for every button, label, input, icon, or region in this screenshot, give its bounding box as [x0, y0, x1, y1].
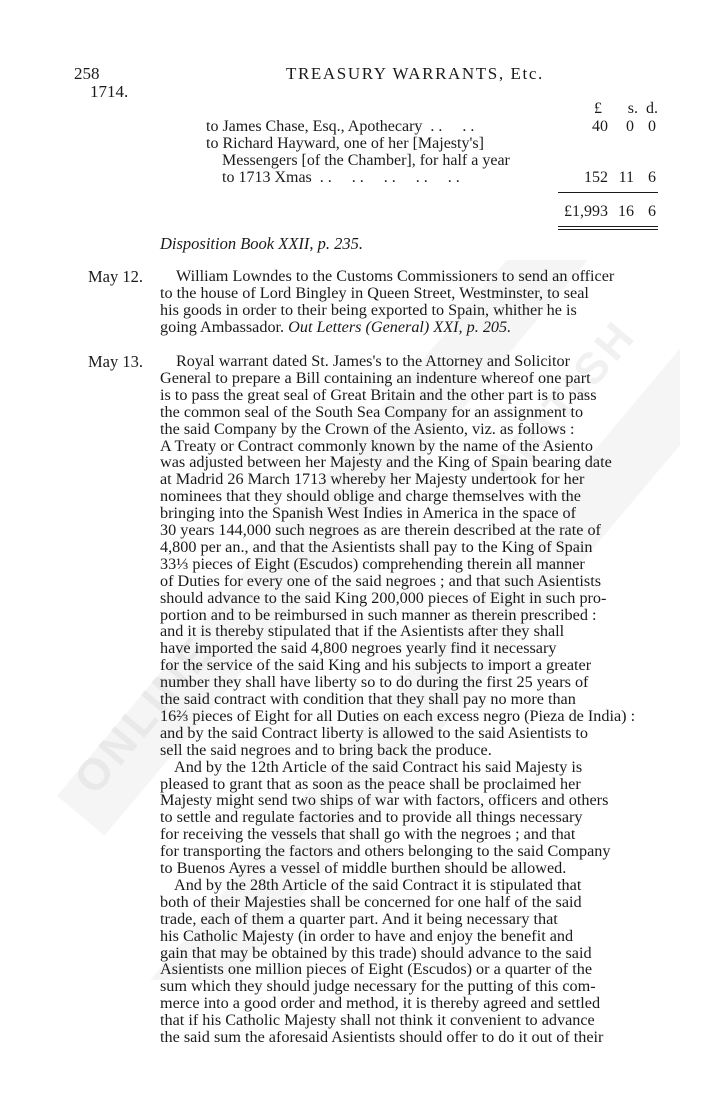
total-rule-bottom: [558, 229, 658, 230]
entry-date: May 13.: [88, 352, 143, 371]
entry-line: A Treaty or Contract commonly known by the name of the Asiento: [160, 436, 593, 455]
entry-line: the common seal of the South Sea Company for an assignment to: [160, 402, 584, 421]
entry-line: trade, each of them a quarter part. And it being necessary that: [160, 909, 558, 928]
entry-line: his Catholic Majesty (in order to have and enjoy the benefit and: [160, 926, 574, 945]
year-marker: 1714.: [90, 82, 129, 101]
entry-line: merce into a good order and method, it is thereby agreed and settled: [160, 994, 601, 1013]
entry-line: for the service of the said King and his subjects to import a greater: [160, 656, 592, 675]
entry-date: May 12.: [88, 267, 143, 286]
entry-line: both of their Majesties shall be concerned for one half of the said: [160, 892, 582, 911]
entry-line: 33⅓ pieces of Eight (Escudos) comprehending therein all manner: [160, 554, 585, 573]
entry-source-reference: Out Letters (General) XXI, p. 205.: [288, 318, 512, 336]
entry-line: should advance to the said King 200,000 pieces of Eight in such pro-: [160, 588, 607, 607]
account-row-pounds: 40: [592, 118, 608, 135]
entry-line: General to prepare a Bill containing an indenture whereof one part: [160, 368, 591, 387]
entry-line: the said Company by the Crown of the Asiento, viz. as follows :: [160, 419, 575, 438]
entry-line: 16⅔ pieces of Eight for all Duties on each excess negro (Pieza de India) :: [160, 706, 636, 725]
account-row-pence: 6: [648, 169, 656, 186]
account-row-text: to Richard Hayward, one of her [Majesty's]: [206, 135, 484, 152]
entry-line: his goods in order to their being exported to Spain, whither he is: [160, 301, 577, 319]
entry-line: have imported the said 4,800 negroes yearly find it necessary: [160, 639, 557, 658]
entry-line: sum which they should judge necessary for the putting of this com-: [160, 977, 596, 996]
entry-line: for receiving the vessels that shall go with the negroes ; and that: [160, 825, 576, 844]
total-shillings: 16: [618, 203, 634, 220]
total-pounds: £1,993: [564, 203, 608, 220]
entry-line-text: going Ambassador.: [160, 318, 285, 336]
entry-line: number they shall have liberty so to do during the first 25 years of: [160, 673, 589, 692]
watermark: ONLINE BRITISH: [40, 260, 680, 980]
account-row-shillings: 0: [626, 118, 634, 135]
entry-line: 4,800 per an., and that the Asientists shall pay to the King of Spain: [160, 537, 593, 556]
entry-line: And by the 28th Article of the said Contract it is stipulated that: [174, 875, 582, 894]
total-pence: 6: [648, 203, 656, 220]
entry-line: that if his Catholic Majesty shall not think it convenient to advance: [160, 1011, 595, 1030]
entry-line: of Duties for every one of the said negroes ; and that such Asientists: [160, 571, 602, 590]
entry-line: was adjusted between her Majesty and the King of Spain bearing date: [160, 453, 612, 472]
col-header-pence: d.: [646, 100, 658, 117]
entry-line: to the house of Lord Bingley in Queen Street, Westminster, to seal: [160, 284, 589, 302]
page-number: 258: [74, 64, 100, 83]
entry-line: at Madrid 26 March 1713 whereby her Majesty undertook for her: [160, 470, 585, 489]
account-row-text: to 1713 Xmas . . . . . . . . . .: [222, 169, 460, 186]
entry-line: the said sum the aforesaid Asientists should offer to do it out of their: [160, 1028, 604, 1046]
entry-line: Majesty might send two ships of war with factors, officers and others: [160, 791, 609, 810]
total-rule-top: [558, 226, 658, 227]
account-row-shillings: 11: [618, 169, 634, 186]
subtotal-rule: [558, 192, 658, 193]
entry-line: portion and to be reimbursed in such manner as therein prescribed :: [160, 605, 597, 624]
entry-line: Royal warrant dated St. James's to the Attorney and Solicitor: [176, 352, 571, 370]
entry-line-last: [160, 318, 511, 337]
entry-line: is to pass the great seal of Great Britain and the other part is to pass: [160, 385, 597, 404]
entry-line: for transporting the factors and others belonging to the said Company: [160, 842, 611, 861]
entry-line: the said contract with condition that they shall pay no more than: [160, 690, 576, 708]
account-row-pounds: 152: [584, 169, 608, 186]
entry-line: William Lowndes to the Customs Commissioners to send an officer: [176, 267, 615, 285]
col-header-pounds: £: [594, 100, 602, 117]
entry-line: Asientists one million pieces of Eight (Escudos) or a quarter of the: [160, 960, 593, 979]
entry-line: sell the said negroes and to bring back the produce.: [160, 740, 492, 759]
entry-line: 30 years 144,000 such negroes as are therein described at the rate of: [160, 521, 601, 539]
entry-line: And by the 12th Article of the said Contract his said Majesty is: [174, 757, 583, 776]
entry-line: to settle and regulate factories and to provide all things necessary: [160, 808, 583, 827]
entry-line: and by the said Contract liberty is allowed to the said Asientists to: [160, 723, 589, 742]
entry-line: gain that may be obtained by this trade) should advance to the said: [160, 943, 592, 962]
entry-line: bringing into the Spanish West Indies in America in the space of: [160, 504, 577, 523]
source-reference: Disposition Book XXII, p. 235.: [160, 234, 364, 253]
account-row-text: to James Chase, Esq., Apothecary . . . .: [206, 118, 475, 135]
entry-line: nominees that they should oblige and charge themselves with the: [160, 487, 581, 506]
entry-line: and it is thereby stipulated that if the Asientists after they shall: [160, 622, 565, 641]
running-title: TREASURY WARRANTS, Etc.: [286, 64, 544, 83]
entry-line: pleased to grant that as soon as the peace shall be proclaimed her: [160, 774, 581, 793]
account-row-text: Messengers [of the Chamber], for half a year: [222, 152, 510, 169]
col-header-shillings: s.: [627, 100, 638, 117]
entry-line: to Buenos Ayres a vessel of middle burthen should be allowed.: [160, 859, 567, 877]
account-row-pence: 0: [648, 118, 656, 135]
